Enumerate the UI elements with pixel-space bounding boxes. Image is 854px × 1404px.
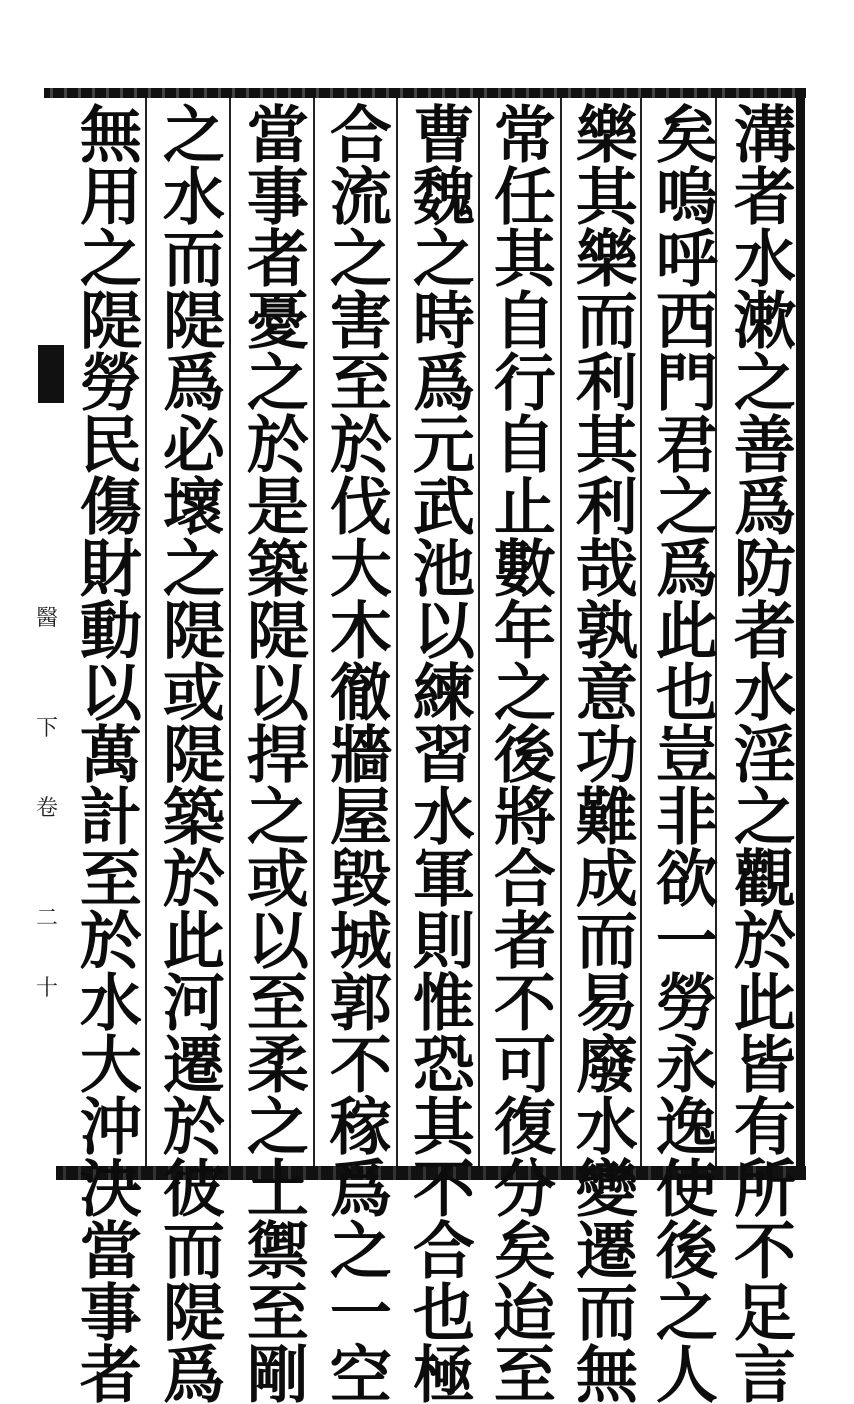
text-column-1 [722, 102, 796, 1404]
text-column-2 [644, 102, 718, 1404]
margin-strip [36, 98, 58, 1170]
column-text: 常任其自行自止數年之後將合者不可復分矣迨至 [483, 102, 557, 1404]
text-column-5 [401, 102, 475, 1404]
text-column-3 [564, 102, 638, 1404]
column-rule [560, 98, 562, 1166]
column-rule [313, 98, 315, 1166]
column-rule [229, 98, 231, 1166]
column-text: 當事者憂之於是築隄以捍之或以至柔之土禦至剛 [236, 102, 310, 1404]
margin-character: 十 [36, 976, 59, 1001]
text-column-4 [482, 102, 556, 1404]
text-column-6 [318, 102, 392, 1404]
column-rule [478, 98, 480, 1166]
column-text: 無用之隄勞民傷財動以萬計至於水大沖決當事者 [69, 102, 143, 1404]
column-rule [396, 98, 398, 1166]
column-text: 合流之害至於伐大木徹牆屋毀城郭不稼爲之一空 [319, 102, 393, 1404]
text-column-7 [235, 102, 309, 1404]
column-text: 樂其樂而利其利哉孰意功難成而易廢水變遷而無 [565, 102, 639, 1404]
margin-character: 醫 [36, 606, 59, 631]
text-column-8 [151, 102, 225, 1404]
margin-character: 下 [36, 716, 59, 741]
column-text: 之水而隄爲必壞之隄或隄築於此河遷於彼而隄爲 [152, 102, 226, 1404]
text-column-9 [68, 102, 142, 1404]
margin-character: 卷 [36, 796, 59, 821]
column-text: 溝者水漱之善爲防者水淫之觀於此皆有所不足言 [723, 102, 797, 1404]
margin-character: 二 [36, 906, 59, 931]
right-border [796, 88, 805, 1180]
top-border [44, 88, 806, 98]
fishtail-mark [38, 345, 64, 403]
column-rule [640, 98, 642, 1166]
column-text: 曹魏之時爲元武池以練習水軍則惟恐其不合也極 [402, 102, 476, 1404]
column-rule [145, 98, 147, 1166]
column-text: 矣嗚呼西門君之爲此也豈非欲一勞永逸使後之人 [645, 102, 719, 1404]
